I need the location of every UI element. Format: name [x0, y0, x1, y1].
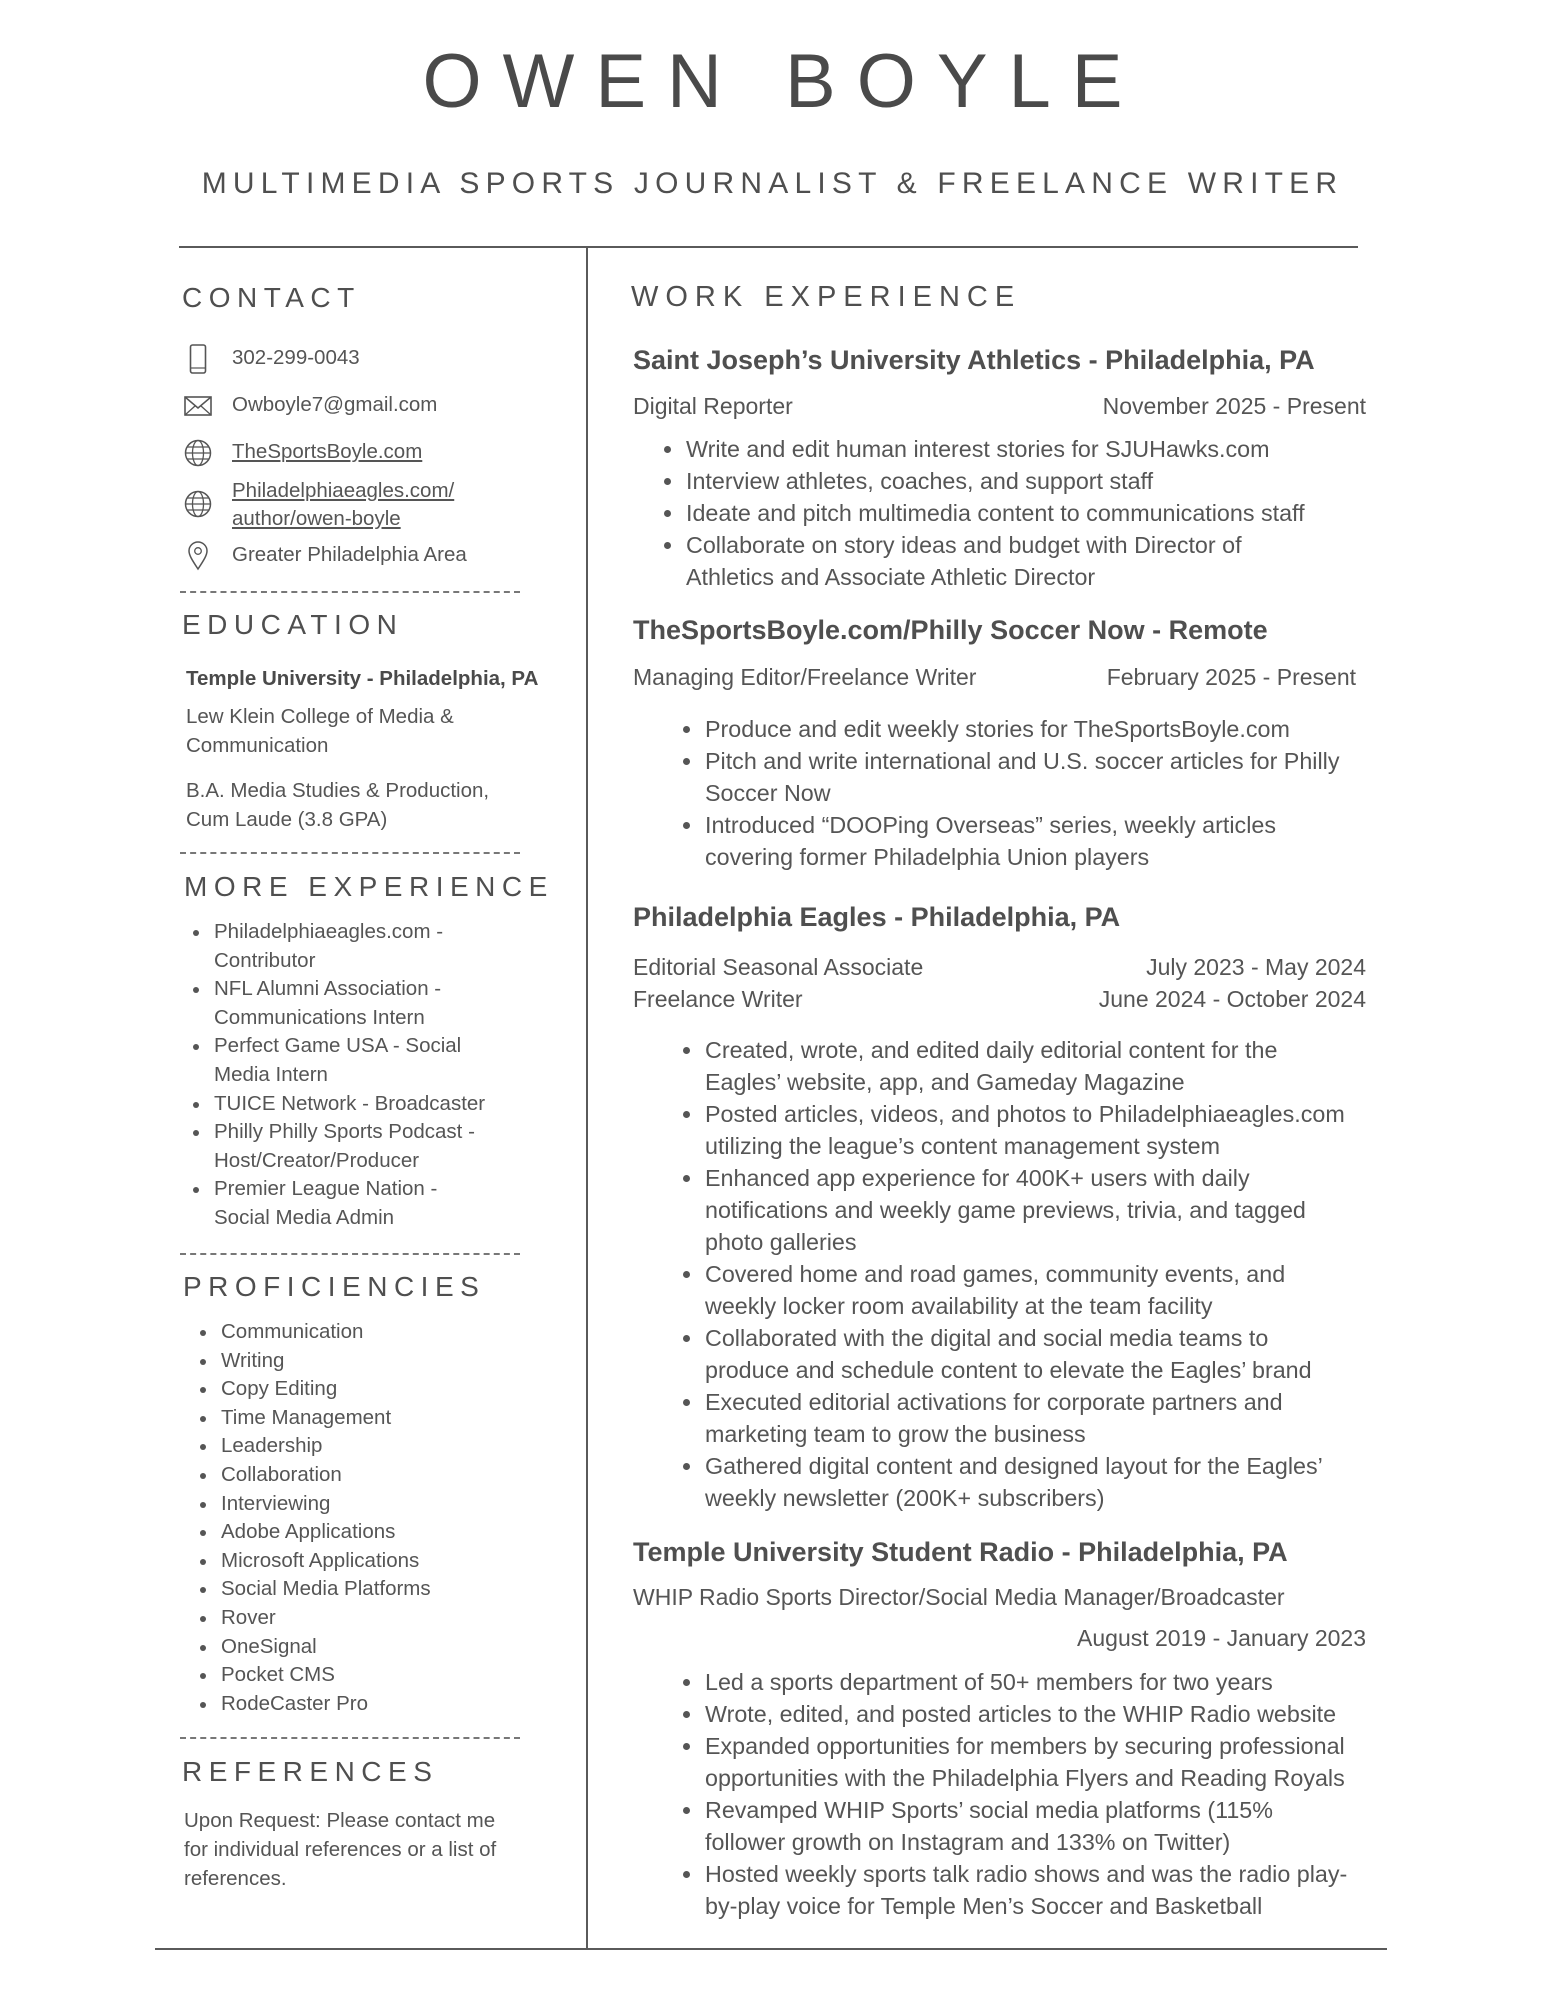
- job-bullets: [655, 433, 1305, 593]
- education-college: [186, 702, 454, 760]
- references-heading: REFERENCES: [182, 1756, 439, 1787]
- list-item: Writing: [193, 1347, 431, 1376]
- website-link[interactable]: TheSportsBoyle.com: [232, 440, 423, 463]
- globe-icon: [184, 489, 212, 519]
- job-dates-row: [633, 1625, 1366, 1652]
- list-item: Wrote, edited, and posted articles to the WHIP Radio website: [674, 1698, 1347, 1730]
- college-line: Lew Klein College of Media &: [186, 705, 454, 728]
- list-item: Leadership: [193, 1432, 431, 1461]
- email-address[interactable]: Owboyle7@gmail.com: [232, 393, 438, 416]
- proficiencies-list: [193, 1318, 431, 1718]
- job-role-row: [633, 393, 1366, 420]
- job-role-row: [633, 664, 1356, 691]
- job-employer: Temple University Student Radio - Philadelphia, PA: [633, 1537, 1288, 1567]
- job-dates: February 2025 - Present: [1106, 664, 1356, 690]
- location-text: Greater Philadelphia Area: [232, 543, 467, 566]
- candidate-role: MULTIMEDIA SPORTS JOURNALIST & FREELANCE WRITER: [201, 167, 1344, 200]
- job-dates: November 2025 - Present: [1102, 393, 1366, 419]
- job-role: Digital Reporter: [633, 393, 793, 419]
- list-item: Premier League Nation - Social Media Admin: [186, 1175, 485, 1232]
- list-item: Revamped WHIP Sports’ social media platforms (115% follower growth on Instagram and 133% on Twitter): [674, 1794, 1347, 1858]
- list-item: Pitch and write international and U.S. soccer articles for Philly Soccer Now: [674, 745, 1339, 809]
- list-item: Write and edit human interest stories for SJUHawks.com: [655, 433, 1305, 465]
- contact-email: [184, 391, 437, 421]
- references-text: Upon Request: Please contact me for individual references or a list of references.: [184, 1809, 497, 1890]
- list-item: Led a sports department of 50+ members for two years: [674, 1666, 1347, 1698]
- job-employer: TheSportsBoyle.com/Philly Soccer Now - Remote: [633, 615, 1268, 645]
- list-item: Time Management: [193, 1404, 431, 1433]
- list-item: Created, wrote, and edited daily editorial content for the Eagles’ website, app, and Gameday Magazine: [674, 1034, 1345, 1098]
- job-bullets: [674, 713, 1339, 873]
- contact-website: [184, 438, 422, 468]
- list-item: Pocket CMS: [193, 1661, 431, 1690]
- list-item: Adobe Applications: [193, 1518, 431, 1547]
- job-dates: August 2019 - January 2023: [1077, 1625, 1366, 1651]
- list-item: RodeCaster Pro: [193, 1690, 431, 1719]
- list-item: Microsoft Applications: [193, 1547, 431, 1576]
- job-role-row: [633, 986, 1366, 1013]
- more-experience-list: [186, 918, 485, 1233]
- list-item: Produce and edit weekly stories for TheSportsBoyle.com: [674, 713, 1339, 745]
- list-item: Posted articles, videos, and photos to Philadelphiaeagles.com utilizing the league’s content management system: [674, 1098, 1345, 1162]
- eagles-author-link-line1[interactable]: Philadelphiaeagles.com/: [232, 479, 455, 502]
- contact-phone: [184, 344, 360, 374]
- college-line: Communication: [186, 734, 329, 757]
- list-item: Perfect Game USA - Social Media Intern: [186, 1032, 485, 1089]
- section-divider: [180, 1737, 520, 1739]
- list-item: Copy Editing: [193, 1375, 431, 1404]
- list-item: TUICE Network - Broadcaster: [186, 1090, 485, 1119]
- proficiencies-heading: PROFICIENCIES: [183, 1271, 486, 1302]
- eagles-author-link-line2[interactable]: author/owen-boyle: [232, 507, 401, 530]
- section-divider: [180, 1253, 520, 1255]
- contact-eagles-author: [184, 477, 454, 533]
- job-role-row: [633, 954, 1366, 981]
- job-dates: July 2023 - May 2024: [1146, 954, 1366, 980]
- contact-heading: CONTACT: [182, 282, 361, 313]
- section-divider: [180, 852, 520, 854]
- list-item: Rover: [193, 1604, 431, 1633]
- candidate-name: OWEN BOYLE: [422, 39, 1144, 124]
- phone-icon: [184, 344, 212, 374]
- list-item: Philly Philly Sports Podcast - Host/Creator/Producer: [186, 1118, 485, 1175]
- job-role: WHIP Radio Sports Director/Social Media Manager/Broadcaster: [633, 1584, 1285, 1610]
- section-divider: [180, 591, 520, 593]
- list-item: Gathered digital content and designed layout for the Eagles’ weekly newsletter (200K+ subscribers): [674, 1450, 1345, 1514]
- list-item: Introduced “DOOPing Overseas” series, weekly articles covering former Philadelphia Union players: [674, 809, 1339, 873]
- list-item: Executed editorial activations for corporate partners and marketing team to grow the business: [674, 1386, 1345, 1450]
- contact-location: [184, 541, 467, 571]
- job-role: Editorial Seasonal Associate: [633, 954, 924, 980]
- list-item: Enhanced app experience for 400K+ users with daily notifications and weekly game previews, trivia, and tagged photo galleries: [674, 1162, 1345, 1258]
- job-role-row: [633, 1584, 1366, 1611]
- list-item: Collaboration: [193, 1461, 431, 1490]
- education-degree: [186, 776, 489, 834]
- list-item: NFL Alumni Association - Communications Intern: [186, 975, 485, 1032]
- job-role: Freelance Writer: [633, 986, 803, 1012]
- list-item: Interview athletes, coaches, and support staff: [655, 465, 1305, 497]
- more-experience-heading: MORE EXPERIENCE: [184, 871, 554, 902]
- job-employer: Saint Joseph’s University Athletics - Philadelphia, PA: [633, 345, 1315, 375]
- list-item: Covered home and road games, community events, and weekly locker room availability at the team facility: [674, 1258, 1345, 1322]
- list-item: Philadelphiaeagles.com - Contributor: [186, 918, 485, 975]
- list-item: Expanded opportunities for members by securing professional opportunities with the Philadelphia Flyers and Reading Royals: [674, 1730, 1347, 1794]
- education-school: Temple University - Philadelphia, PA: [186, 667, 539, 690]
- phone-number: 302-299-0043: [232, 346, 360, 369]
- job-role: Managing Editor/Freelance Writer: [633, 664, 977, 690]
- list-item: OneSignal: [193, 1633, 431, 1662]
- mail-icon: [184, 391, 212, 421]
- list-item: Hosted weekly sports talk radio shows and was the radio play- by-play voice for Temple Men’s Soccer and Basketball: [674, 1858, 1347, 1922]
- top-divider: [179, 246, 1358, 248]
- location-pin-icon: [184, 541, 212, 571]
- degree-line: B.A. Media Studies & Production,: [186, 779, 490, 802]
- column-divider: [586, 246, 588, 1950]
- list-item: Collaborate on story ideas and budget with Director of Athletics and Associate Athletic Director: [655, 529, 1305, 593]
- degree-line: Cum Laude (3.8 GPA): [186, 808, 388, 831]
- list-item: Communication: [193, 1318, 431, 1347]
- work-experience-heading: WORK EXPERIENCE: [631, 281, 1022, 313]
- job-dates: June 2024 - October 2024: [1098, 986, 1366, 1012]
- list-item: Interviewing: [193, 1490, 431, 1519]
- job-bullets: [674, 1666, 1347, 1922]
- job-bullets: [674, 1034, 1345, 1514]
- bottom-divider: [155, 1948, 1387, 1950]
- list-item: Collaborated with the digital and social media teams to produce and schedule content to elevate the Eagles’ brand: [674, 1322, 1345, 1386]
- globe-icon: [184, 438, 212, 468]
- list-item: Ideate and pitch multimedia content to communications staff: [655, 497, 1305, 529]
- education-heading: EDUCATION: [182, 609, 404, 640]
- list-item: Social Media Platforms: [193, 1575, 431, 1604]
- job-employer: Philadelphia Eagles - Philadelphia, PA: [633, 902, 1121, 932]
